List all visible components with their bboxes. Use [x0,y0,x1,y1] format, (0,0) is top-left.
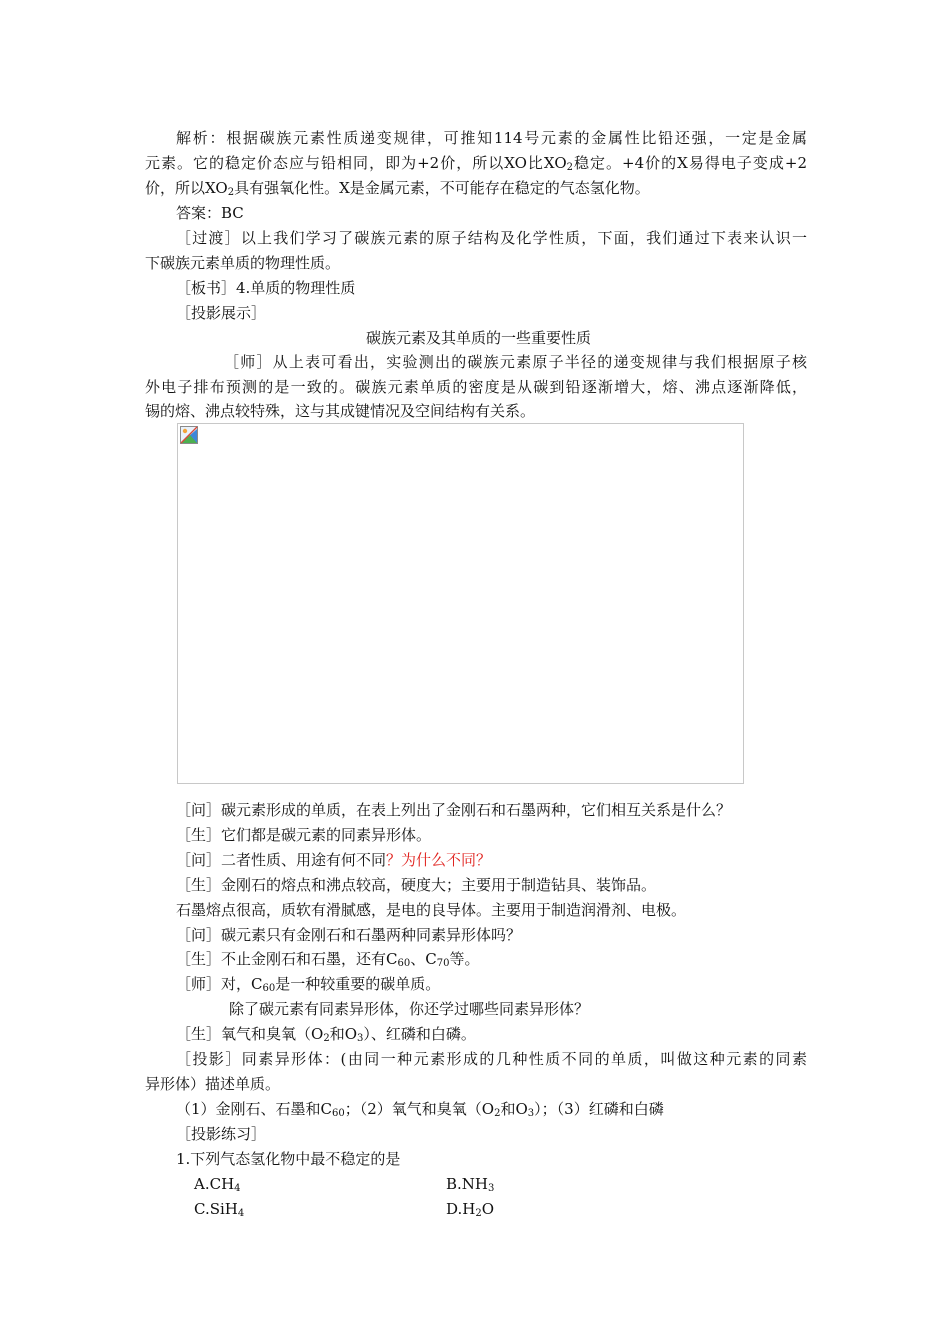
exercise-label: ［投影练习］ [176,1125,267,1143]
analysis-line-1: 解析：根据碳族元素性质递变规律，可推知114号元素的金属性比铅还强，一定是金属 [176,129,807,147]
option-a: $A.CH_4$ [194,1175,241,1194]
definition-line-2: 异形体）描述单质。 [145,1075,281,1093]
teacher-line-3: 锡的熔、沸点较特殊，这与其成键情况及空间结构有关系。 [145,402,536,420]
broken-image-icon [180,426,198,444]
student-line-2: ［生］金刚石的熔点和沸点较高，硬度大；主要用于制造钻具、装饰品。 [176,876,657,894]
student-line-4: ［生］氧气和臭氧（$O_2$和$O_3$）、红磷和白磷。 [176,1025,476,1044]
definition-line-1: ［投影］同素异形体：(由同一种元素形成的几种性质不同的单质，叫做这种元素的同素 [176,1050,807,1068]
question-line-2: ［问］二者性质、用途有何不同？为什么不同？ [176,851,492,869]
question-line-1: ［问］碳元素形成的单质，在表上列出了金刚石和石墨两种，它们相互关系是什么？ [176,801,732,819]
analysis-line-2: 元素。它的稳定价态应与铅相同，即为+2价，所以XO比$XO_2$稳定。+4价的X易得电子变成+2 [145,154,807,173]
question-line-3: ［问］碳元素只有金刚石和石墨两种同素异形体吗？ [176,926,522,944]
option-d: $D.H_2O$ [446,1200,495,1219]
option-c: C.SiH$_4$ [194,1200,245,1219]
allotrope-examples: （1）金刚石、石墨和$C_{60}$；（2）氧气和臭氧（$O_2$和$O_3$）；（3）红磷和白磷 [176,1100,664,1119]
teacher-line-2: 外电子排布预测的是一致的。碳族元素单质的密度是从碳到铅逐渐增大，熔、沸点逐渐降低， [145,378,807,396]
board-note: ［板书］4.单质的物理性质 [176,279,356,297]
teacher-line-4: ［师］对，$C_{60}$是一种较重要的碳单质。 [176,975,441,994]
table-caption: 碳族元素及其单质的一些重要性质 [366,329,592,347]
transition-line-2: 下碳族元素单质的物理性质。 [145,254,341,272]
transition-line-1: ［过渡］以上我们学习了碳族元素的原子结构及化学性质，下面，我们通过下表来认识一 [176,229,807,247]
student-line-1: ［生］它们都是碳元素的同素异形体。 [176,826,432,844]
analysis-line-3: 价，所以$XO_2$具有强氧化性。X是金属元素，不可能存在稳定的气态氢化物。 [145,179,650,198]
table-image-placeholder [177,423,744,784]
student-line-3: ［生］不止金刚石和石墨，还有$C_{60}$、$C_{70}$等。 [176,950,480,969]
answer-line: 答案：BC [176,204,244,222]
option-b: $B.NH_3$ [446,1175,495,1194]
exercise-question-1: 1.下列气态氢化物中最不稳定的是 [176,1150,401,1168]
teacher-line-1: ［师］从上表可看出，实验测出的碳族元素原子半径的递变规律与我们根据原子核 [224,353,807,371]
teacher-question: 除了碳元素有同素异形体，你还学过哪些同素异形体？ [229,1000,590,1018]
graphite-line: 石墨熔点很高，质软有滑腻感，是电的良导体。主要用于制造润滑剂、电极。 [176,901,687,919]
projection-label: ［投影展示］ [176,304,267,322]
